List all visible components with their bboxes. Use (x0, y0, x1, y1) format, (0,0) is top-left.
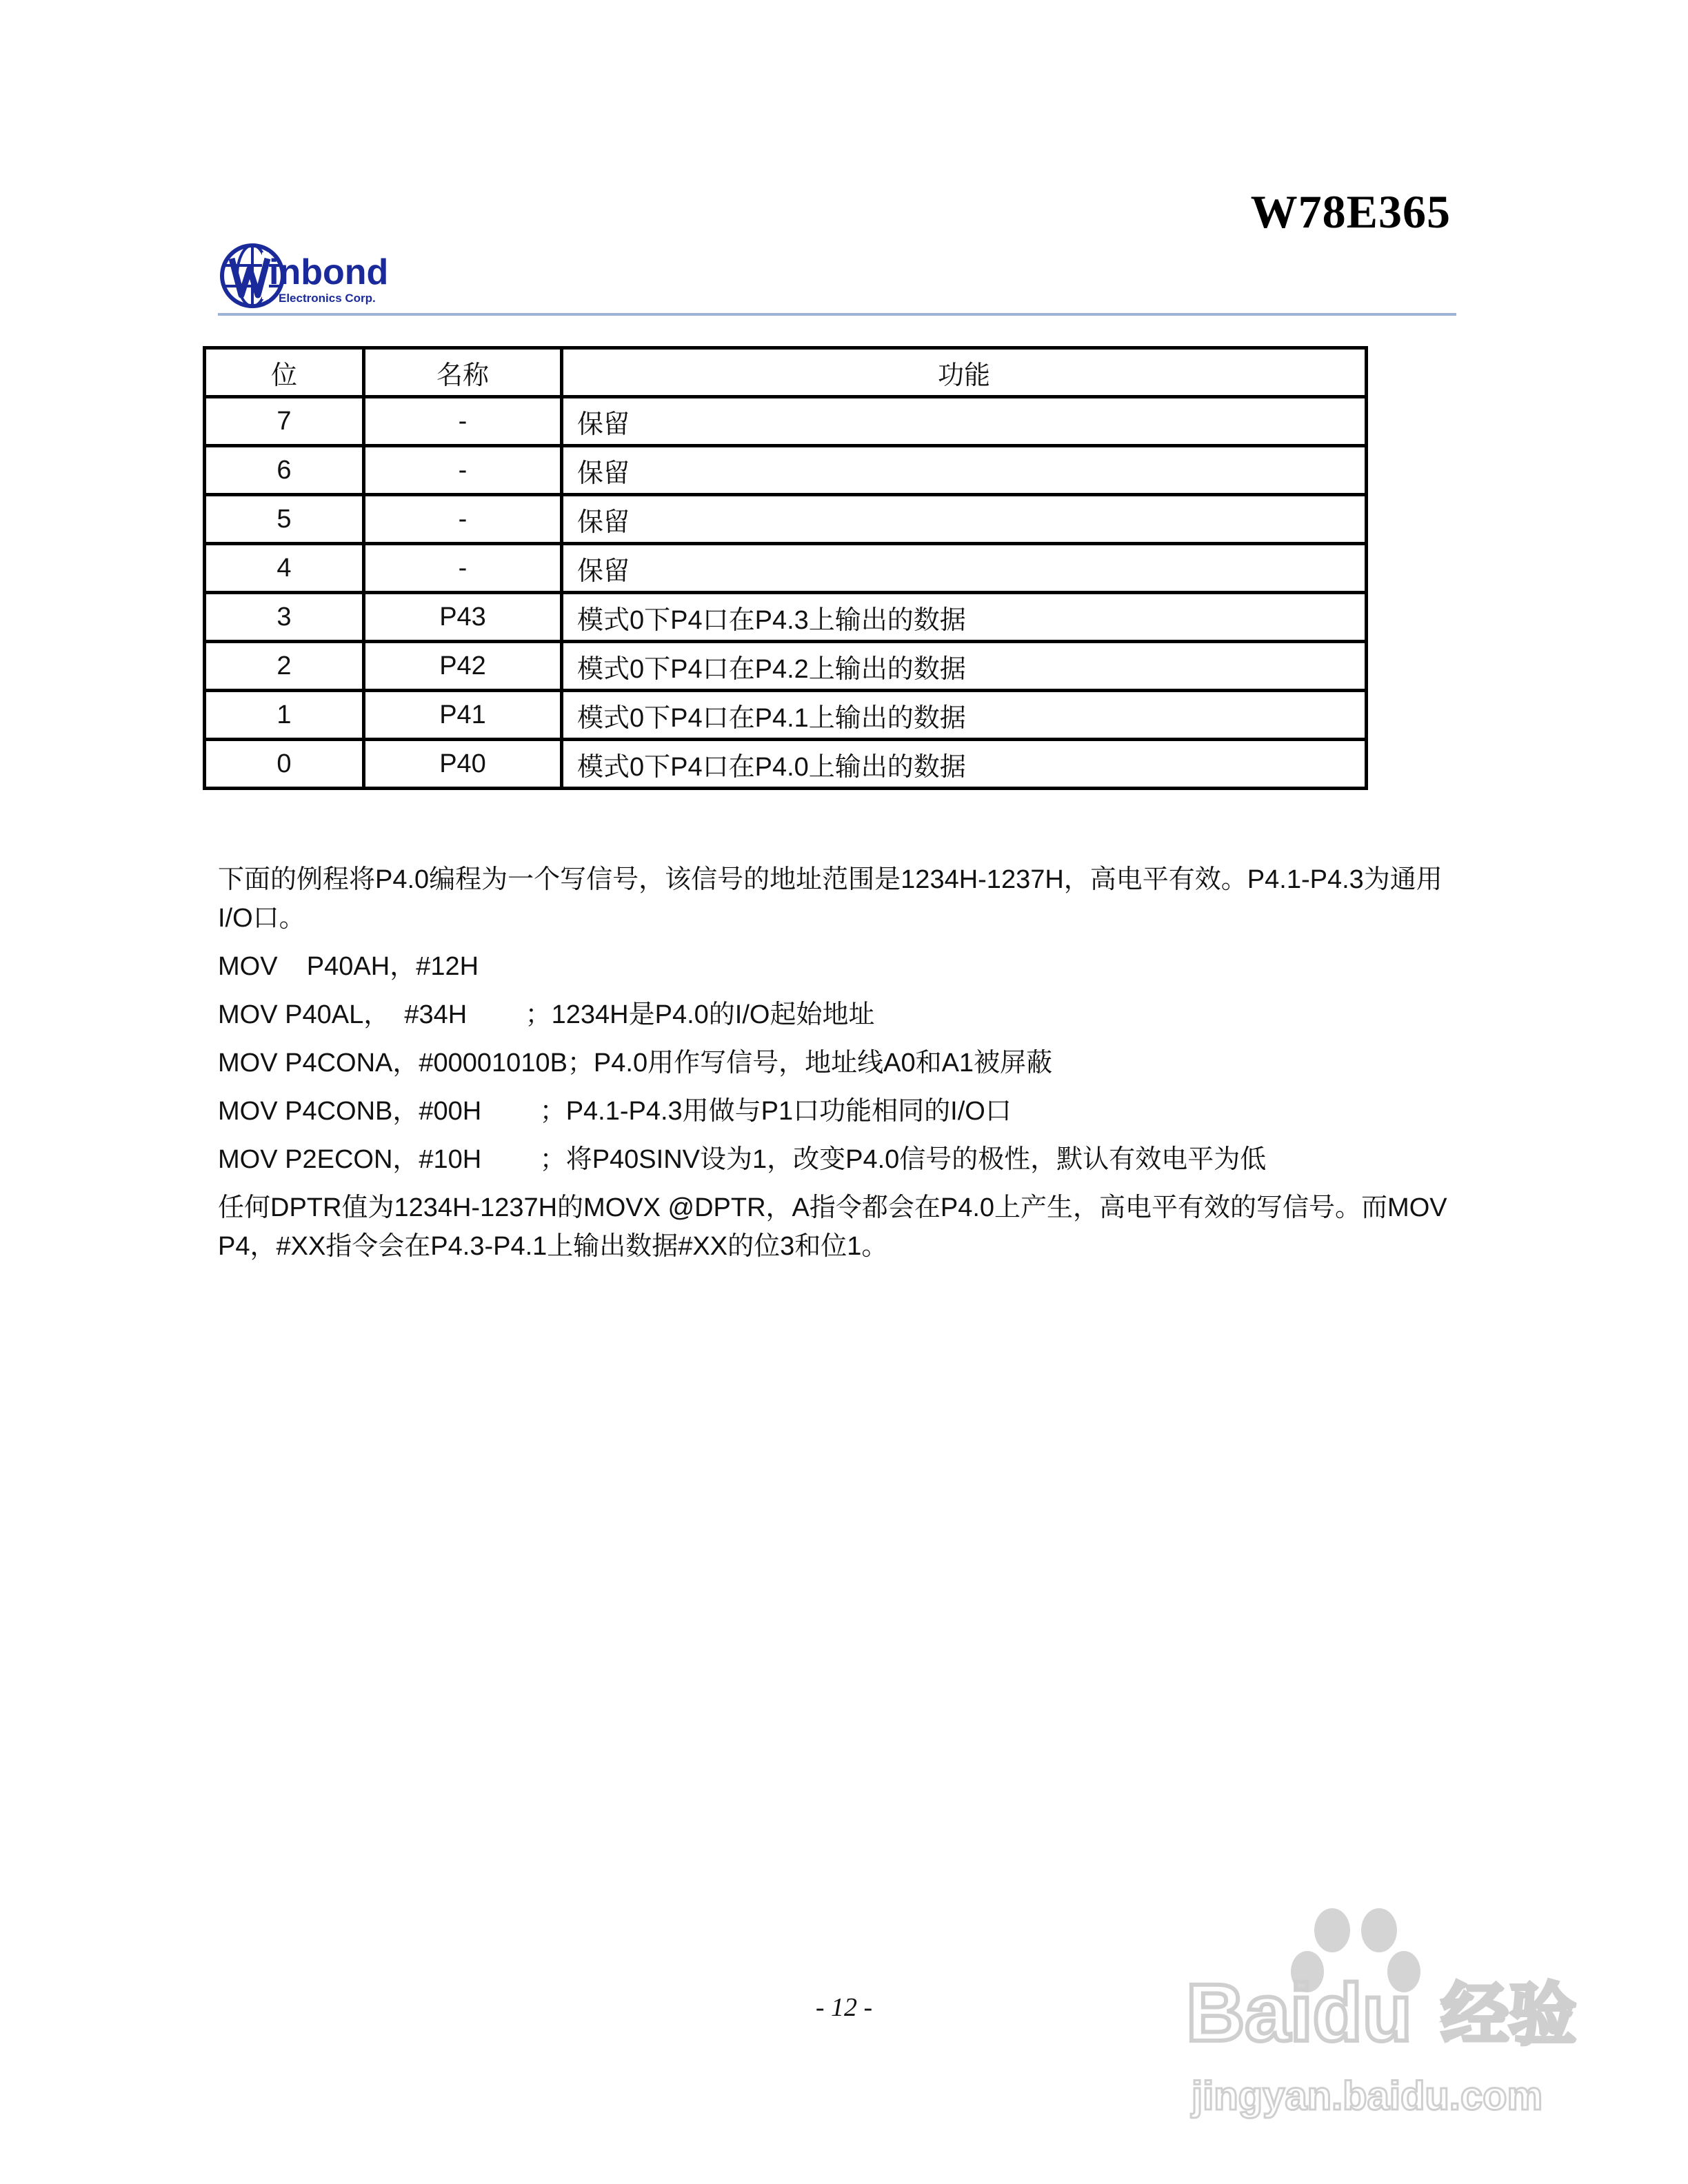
cell-bit: 1 (205, 691, 364, 740)
table-row (205, 544, 1367, 593)
code-line: MOV P40AL， #34H ；1234H是P4.0的I/O起始地址 (218, 1000, 875, 1029)
cell-name: - (364, 397, 562, 446)
table-row (205, 593, 1367, 642)
code-line: MOV P4CONA，#00001010B；P4.0用作写信号，地址线A0和A1被屏蔽 (218, 1049, 1053, 1078)
code-line: MOV P2ECON，#10H ；将P40SINV设为1，改变P4.0信号的极性，默认有效电平为低 (218, 1145, 1267, 1174)
conclusion-paragraph: 任何DPTR值为1234H-1237H的MOVX @DPTR，A指令都会在P4.0上产生，高电平有效的写信号。而MOV P4，#XX指令会在P4.3-P4.1上输出数据#XX的位3和位1。 (218, 1193, 1447, 1261)
cell-function: 模式0下P4口在P4.2上输出的数据 (562, 642, 1367, 691)
watermark-brand: Baidu (1186, 1968, 1412, 2059)
cell-function: 保留 (562, 544, 1367, 593)
winbond-logo (218, 241, 439, 310)
cell-name: P40 (364, 740, 562, 789)
header-rule (218, 313, 1456, 316)
table-row (205, 495, 1367, 544)
watermark-url: jingyan.baidu.com (1192, 2074, 1543, 2119)
code-line: MOV P4CONB，#00H ；P4.1-P4.3用做与P1口功能相同的I/O口 (218, 1097, 1012, 1126)
table-row (205, 642, 1367, 691)
cell-name: - (364, 495, 562, 544)
column-header-bit: 位 (205, 348, 364, 397)
table-header-row (205, 348, 1367, 397)
cell-bit: 4 (205, 544, 364, 593)
cell-function: 模式0下P4口在P4.0上输出的数据 (562, 740, 1367, 789)
cell-function: 保留 (562, 446, 1367, 495)
register-bit-table (203, 346, 1368, 790)
cell-bit: 3 (205, 593, 364, 642)
cell-name: P43 (364, 593, 562, 642)
cell-name: - (364, 446, 562, 495)
body-text (218, 860, 1459, 1275)
cell-function: 模式0下P4口在P4.3上输出的数据 (562, 593, 1367, 642)
cell-bit: 7 (205, 397, 364, 446)
table-row (205, 397, 1367, 446)
cell-name: P42 (364, 642, 562, 691)
doc-title: W78E365 (1250, 185, 1451, 238)
column-header-name: 名称 (364, 348, 562, 397)
baidu-jingyan-watermark (1172, 1903, 1600, 2137)
cell-name: P41 (364, 691, 562, 740)
cell-name: - (364, 544, 562, 593)
table-row (205, 691, 1367, 740)
cell-bit: 0 (205, 740, 364, 789)
page-number: - 12 - (815, 1993, 873, 2022)
intro-paragraph: 下面的例程将P4.0编程为一个写信号，该信号的地址范围是1234H-1237H，高电平有效。P4.1-P4.3为通用I/O口。 (218, 865, 1443, 933)
code-line: MOV P40AH，#12H (218, 952, 479, 981)
cell-function: 模式0下P4口在P4.1上输出的数据 (562, 691, 1367, 740)
cell-function: 保留 (562, 397, 1367, 446)
cell-function: 保留 (562, 495, 1367, 544)
cell-bit: 5 (205, 495, 364, 544)
cell-bit: 6 (205, 446, 364, 495)
table-row (205, 446, 1367, 495)
table-row (205, 740, 1367, 789)
watermark-suffix: 经验 (1441, 1976, 1577, 2054)
logo-text: inbond (269, 252, 389, 292)
logo-subtext: Electronics Corp. (279, 292, 376, 305)
column-header-function: 功能 (562, 348, 1367, 397)
cell-bit: 2 (205, 642, 364, 691)
